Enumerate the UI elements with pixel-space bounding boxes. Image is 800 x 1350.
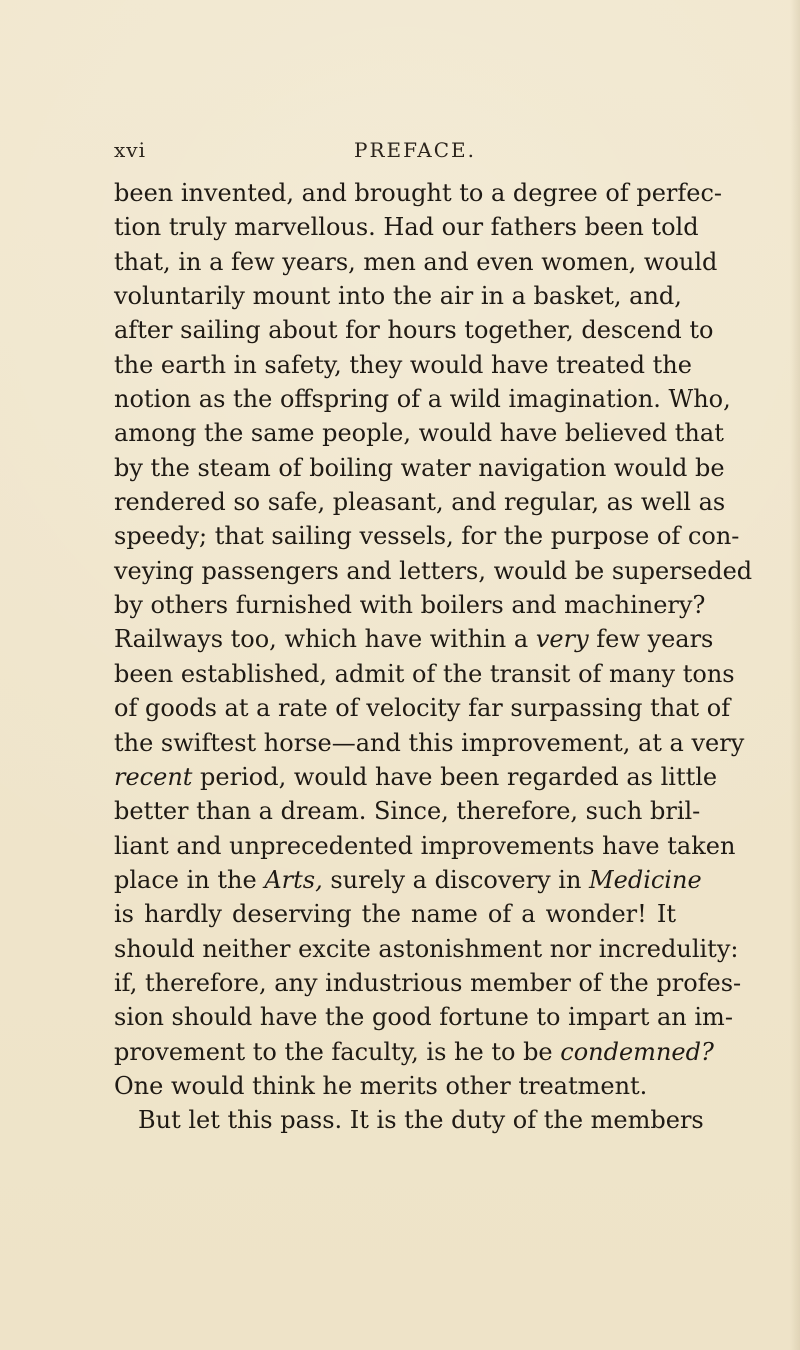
page-edge-shadow (790, 0, 800, 1350)
text-line: notion as the offspring of a wild imagination. Who, (114, 385, 731, 414)
text-line: is hardly deserving the name of a wonder! It (114, 900, 676, 929)
text-line: But let this pass. It is the duty of the members (138, 1106, 704, 1135)
text-line-with-italic (114, 622, 714, 656)
text-segment: few years (588, 625, 714, 654)
text-line-with-italic (114, 1035, 714, 1069)
text-segment: surely a discovery in (322, 865, 590, 894)
text-segment: place in the (114, 865, 265, 894)
text-line: among the same people, would have believed that (114, 419, 724, 448)
running-head: PREFACE. (354, 138, 476, 162)
text-line: by others furnished with boilers and machinery? (114, 591, 706, 620)
text-line: voluntarily mount into the air in a basket, and, (114, 282, 682, 311)
italic-emphasis: very (535, 625, 589, 654)
text-line: liant and unprecedented improvements have taken (114, 831, 736, 860)
text-segment: provement to the faculty, is he to be (114, 1037, 561, 1066)
text-line: speedy; that sailing vessels, for the purpose of con- (114, 522, 740, 551)
text-line: better than a dream. Since, therefore, such bril- (114, 797, 701, 826)
text-line: after sailing about for hours together, descend to (114, 316, 714, 345)
text-line: tion truly marvellous. Had our fathers been told (114, 213, 699, 242)
text-line: sion should have the good fortune to impart an im- (114, 1003, 733, 1032)
italic-emphasis: Arts, (264, 865, 323, 894)
text-line: if, therefore, any industrious member of the profes- (114, 968, 742, 997)
italic-emphasis: condemned? (560, 1037, 714, 1066)
text-line: of goods at a rate of velocity far surpassing that of (114, 694, 731, 723)
text-segment: Railways too, which have within a (114, 625, 536, 654)
text-line: veying passengers and letters, would be superseded (114, 556, 753, 585)
page-header (114, 138, 674, 168)
body-text (114, 176, 753, 1138)
text-line: should neither excite astonishment nor incredulity: (114, 934, 739, 963)
text-line: that, in a few years, men and even women, would (114, 247, 718, 276)
text-line: One would think he merits other treatment. (114, 1071, 648, 1100)
text-line-with-italic (114, 760, 718, 794)
italic-emphasis: Medicine (589, 865, 702, 894)
text-segment: period, would have been regarded as little (192, 762, 718, 791)
text-line: been established, admit of the transit of many tons (114, 659, 735, 688)
page-number: xvi (114, 138, 146, 162)
text-line: been invented, and brought to a degree of perfec- (114, 179, 723, 207)
text-line: the swiftest horse—and this improvement, at a very (114, 728, 745, 757)
text-line: the earth in safety, they would have treated the (114, 350, 692, 379)
text-line: rendered so safe, pleasant, and regular, as well as (114, 488, 726, 517)
italic-emphasis: recent (114, 762, 193, 791)
text-line: by the steam of boiling water navigation would be (114, 453, 725, 482)
text-line-with-italic (114, 863, 702, 897)
